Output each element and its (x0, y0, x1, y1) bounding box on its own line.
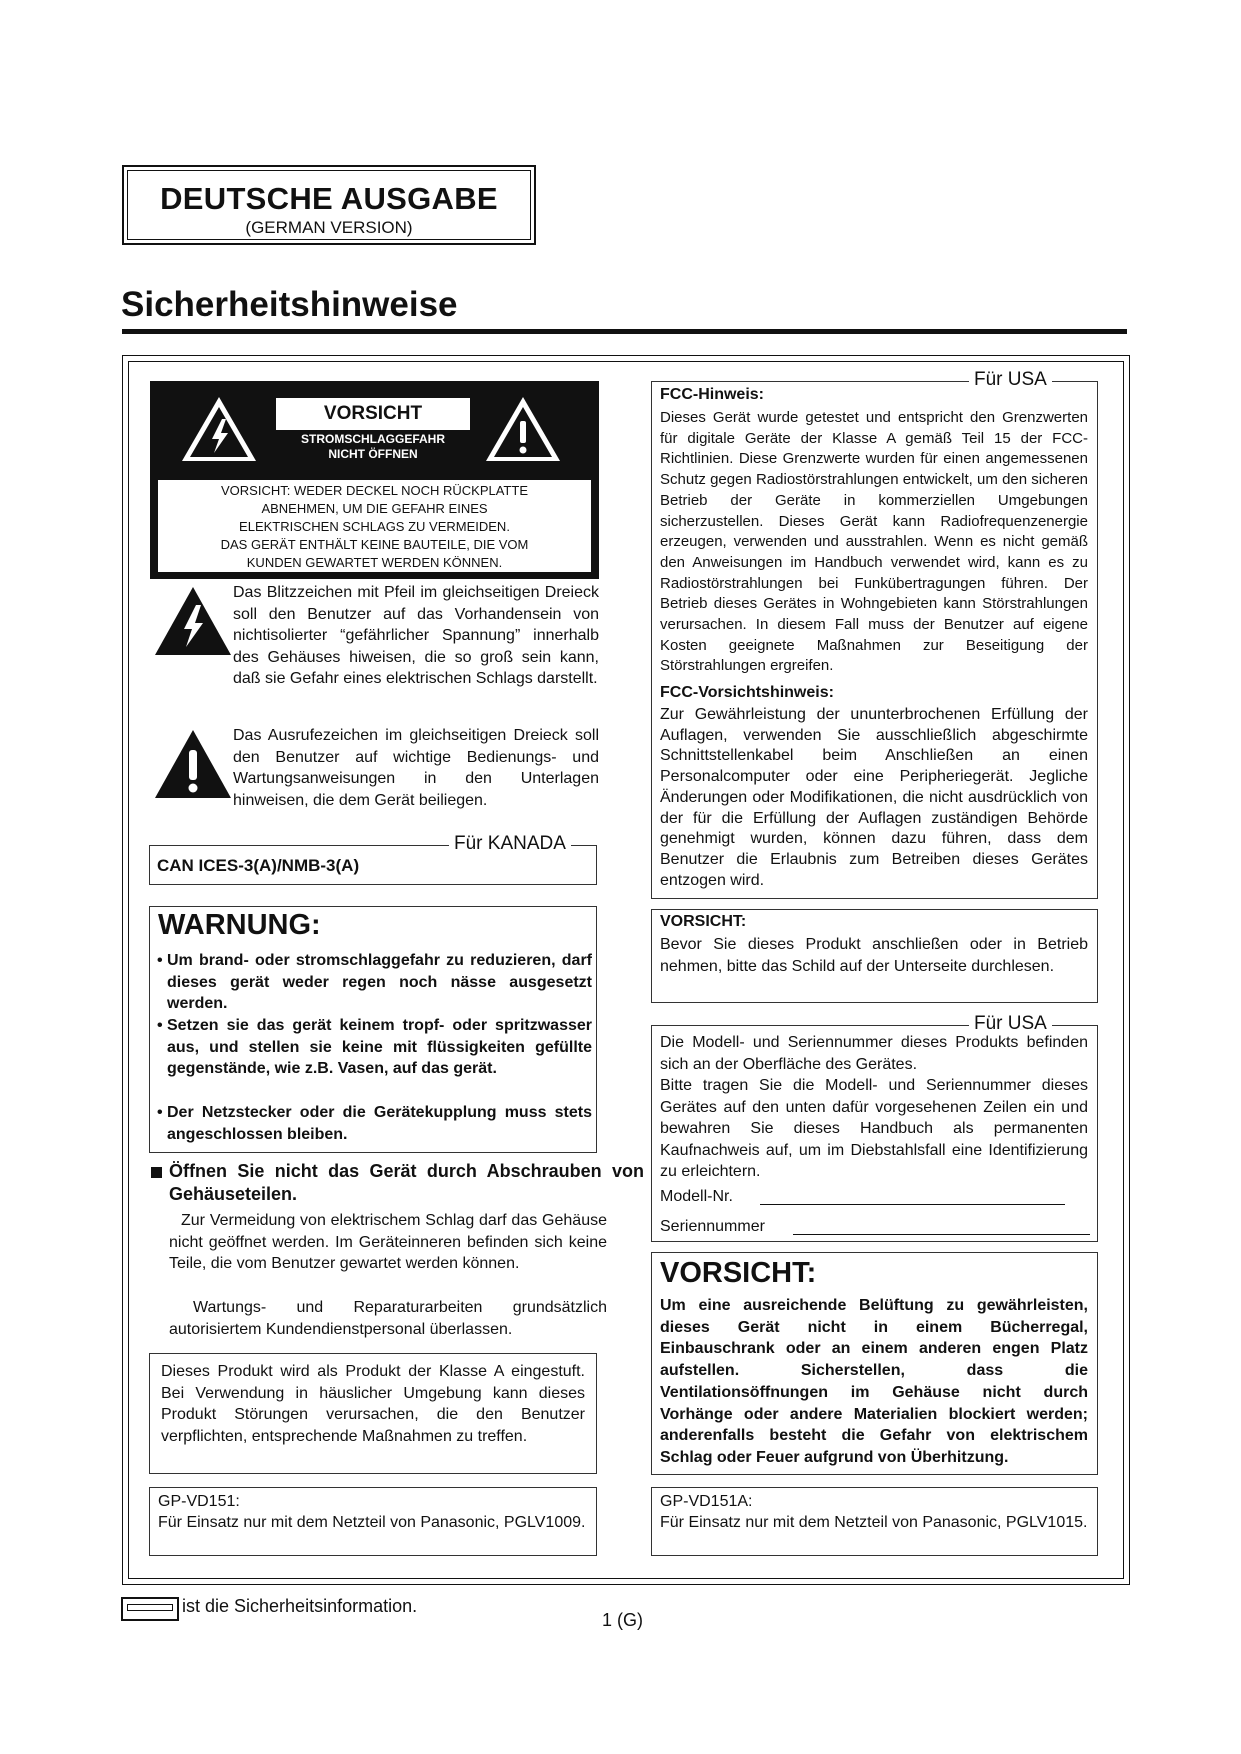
page-title: Sicherheitshinweise (121, 285, 458, 324)
page-number: 1 (G) (602, 1610, 644, 1630)
open-device-para-2: Wartungs- und Reparaturarbeiten grundsätzlich autorisiertem Kundendienstpersonal überlassen. (169, 1299, 607, 1338)
gp-vd151-text: Für Einsatz nur mit dem Netzteil von Panasonic, PGLV1009. (158, 1514, 586, 1531)
vorsicht-small-text: Bevor Sie dieses Produkt anschließen oder in Betrieb nehmen, bitte das Schild auf der Unterseite durchlesen. (660, 936, 1088, 975)
gp-vd151-model: GP-VD151: (158, 1493, 240, 1510)
header-box (122, 165, 536, 245)
vorsicht-big-heading: VORSICHT: (660, 1257, 817, 1289)
gp-vd151a-text: Für Einsatz nur mit dem Netzteil von Panasonic, PGLV1015. (660, 1514, 1088, 1531)
exclamation-symbol-text: Das Ausrufezeichen im gleichseitigen Dreieck soll den Benutzer auf wichtige Bedienungs- und Wartungsanweisungen in den Unterlagen hinweisen, die dem Gerät beiliegen. (233, 727, 599, 809)
canada-legend: Für KANADA (449, 834, 571, 854)
serial-number-label: Seriennummer (660, 1218, 765, 1235)
model-number-label: Modell-Nr. (660, 1188, 733, 1205)
canada-ices-text: CAN ICES-3(A)/NMB-3(A) (157, 856, 360, 875)
caution-strip-line-1: STROMSCHLAGGEFAHR (301, 432, 445, 446)
header-subtitle: (GERMAN VERSION) (245, 218, 413, 237)
caution-text-line: ELEKTRISCHEN SCHLAGS ZU VERMEIDEN. (239, 519, 510, 534)
fcc-heading: FCC-Hinweis: (660, 386, 764, 403)
model-number-field[interactable] (760, 1203, 1065, 1205)
title-divider (122, 329, 1127, 334)
vorsicht-big-text: Um eine ausreichende Belüftung zu gewährleisten, dieses Gerät nicht in einem Bücherregal, Einbauschrank oder an einem anderen engen Platz aufstellen. Sicherstellen, dass die Ventilationsöffnungen im Gehäuse nicht durch Vorhänge oder andere Materialien blockiert werden; anderenfalls besteht die Gefahr von elektrischem Schlag oder Feuer aufgrund von Überhitzung. (660, 1297, 1088, 1466)
warnung-bullet-marker: • (157, 1017, 163, 1034)
lightning-triangle-icon (153, 585, 233, 657)
warnung-bullet-3: Der Netzstecker oder die Gerätekupplung muss stets angeschlossen bleiben. (167, 1104, 592, 1143)
fcc-legend: Für USA (969, 370, 1052, 390)
serial-legend: Für USA (969, 1014, 1052, 1034)
warnung-title: WARNUNG: (158, 909, 321, 941)
caution-text-line: VORSICHT: WEDER DECKEL NOCH RÜCKPLATTE (221, 483, 528, 498)
caution-label-text (158, 480, 591, 572)
exclamation-triangle-icon (153, 728, 233, 800)
warnung-bullet-1: Um brand- oder stromschlaggefahr zu reduzieren, darf dieses gerät weder regen noch nässe ausgesetzt werden. (167, 952, 592, 1012)
header-title: DEUTSCHE AUSGABE (160, 181, 498, 216)
open-device-heading: Öffnen Sie nicht das Gerät durch Abschrauben von Gehäuseteilen. (169, 1161, 644, 1204)
vorsicht-small-heading: VORSICHT: (660, 913, 747, 930)
square-bullet-icon (151, 1167, 162, 1178)
warnung-bullet-marker: • (157, 952, 163, 969)
warnung-bullet-marker: • (157, 1104, 163, 1121)
fcc-caution-heading: FCC-Vorsichtshinweis: (660, 684, 834, 701)
caution-text-line: DAS GERÄT ENTHÄLT KEINE BAUTEILE, DIE VOM (220, 537, 529, 552)
fcc-text: Dieses Gerät wurde getestet und entspricht den Grenzwerten für digitale Geräte der Klasse A gemäß Teil 15 der FCC-Richtlinien. Diese Grenzwerte wurden für einen angemessenen Schutz gegen Radiostörstrahlungen entwickelt, um den sicheren Betrieb der Geräte in kommerziellen Umgebungen sicherzustellen. Dieses Gerät kann Radiofrequenzenergie erzeugen, verwenden und ausstrahlen. Wenn es nicht gemäß den Anweisungen im Handbuch verwendet wird, kann es zu Radiostörstrahlungen bei Funkübertragungen führen. Der Betrieb dieses Gerätes in Wohngebieten kann Störstrahlungen verursachen. In diesem Fall muss der Benutzer auf eigene Kosten geeignete Maßnahmen zur Beseitigung der Störstrahlungen ergreifen. (660, 409, 1088, 675)
safety-info-note: ist die Sicherheitsinformation. (182, 1596, 418, 1616)
warnung-bullet-2: Setzen sie das gerät keinem tropf- oder spritzwasser aus, und stellen sie keine mit flüssigkeiten gefüllte gegenstände, wie z.B. Vasen, auf das gerät. (167, 1017, 592, 1077)
caution-label-strip (275, 430, 471, 465)
caution-label-title: VORSICHT (275, 397, 471, 431)
serial-text-2: Bitte tragen Sie die Modell- und Seriennummer dieses Gerätes auf den unten dafür vorgesehenen Zeilen ein und bewahren Sie dieses Handbuch als permanenten Kaufnachweis auf, um im Diebstahlsfall eine Identifizierung zu erleichtern. (660, 1077, 1088, 1180)
serial-text-1: Die Modell- und Seriennummer dieses Produkts befinden sich an der Oberfläche des Gerätes. (660, 1034, 1088, 1073)
safety-info-symbol-icon (121, 1597, 179, 1621)
serial-number-field[interactable] (793, 1233, 1090, 1235)
caution-strip-line-2: NICHT ÖFFNEN (328, 447, 418, 461)
lightning-symbol-text: Das Blitzzeichen mit Pfeil im gleichseitigen Dreieck soll den Benutzer auf das Vorhandensein von nichtisolierter “gefährlicher Spannung” innerhalb des Gehäuses hiweisen, die so groß sein kann, daß sie Gefahr eines elektrischen Schlags darstellt. (233, 584, 599, 688)
caution-text-line: ABNEHMEN, UM DIE GEFAHR EINES (261, 501, 488, 516)
caution-text-line: KUNDEN GEWARTET WERDEN KÖNNEN. (246, 555, 503, 570)
class-a-text: Dieses Produkt wird als Produkt der Klasse A eingestuft. Bei Verwendung in häuslicher Umgebung kann dieses Produkt Störungen verursachen, die den Benutzer verpflichten, entsprechende Maßnahmen zu treffen. (161, 1363, 585, 1445)
header-box-inner (127, 170, 531, 240)
lightning-warning-icon (180, 395, 258, 463)
fcc-caution-text: Zur Gewährleistung der ununterbrochenen Erfüllung der Auflagen, verwenden Sie ausschließlich abgeschirmte Schnittstellenkabel beim Anschließen an einen Personalcomputer oder eine Peripheriegerät. Jegliche Änderungen oder Modifikationen, die nicht ausdrücklich von der für die Erfüllung der Auflagen zuständigen Behörde genehmigt wurden, können dazu führen, dass dem Benutzer die Erlaubnis zum Betreiben dieses Gerätes entzogen wird. (660, 706, 1088, 889)
gp-vd151a-model: GP-VD151A: (660, 1493, 753, 1510)
exclamation-warning-icon (484, 395, 562, 463)
open-device-para-1: Zur Vermeidung von elektrischem Schlag darf das Gehäuse nicht geöffnet werden. Im Geräteinneren befinden sich keine Teile, die vom Benutzer gewartet werden können. (169, 1212, 607, 1273)
